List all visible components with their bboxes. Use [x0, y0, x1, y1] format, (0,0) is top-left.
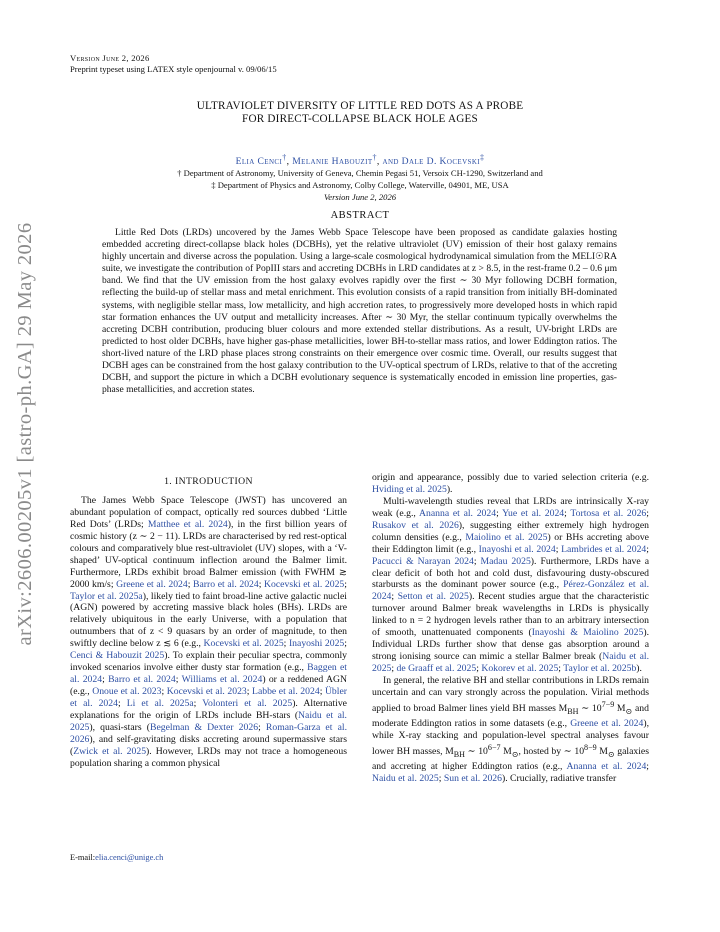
citation-link[interactable]: Labbe et al. 2024	[252, 686, 320, 697]
right-column	[372, 472, 649, 785]
citation-link[interactable]: Hviding et al. 2025	[372, 483, 447, 495]
intro-paragraph-3: In general, the relative BH and stellar contributions in LRDs remain uncertain and can vary strongly across the population. Virial methods applied to broad Balmer lines yield BH masses $M_{BH}$ ∼ $10^{7-9}$ $M_⊙$ and moderate Eddington ratios in some datasets (e.g., Greene et al. 2024), while X-ray stacking and population-level spectral analyses favour lower BH masses, $M_{BH}$ ∼ $10^{6-7}$ $M_⊙$, hosted by ∼ $10^{8-9}$ $M_⊙$ galaxies and accreting at higher Eddington ratios (e.g., Ananna et al. 2024; Naidu et al. 2025; Sun et al. 2026). Crucially, radiative transfer	[372, 674, 650, 784]
citation-link[interactable]: Yue et al. 2024	[502, 507, 565, 519]
affiliation-2: ‡ Department of Physics and Astronomy, Colby College, Waterville, 04901, ME, USA	[211, 180, 509, 190]
citation-link[interactable]: Lambrides et al. 2024	[561, 543, 647, 555]
citation-link[interactable]: Roman-Garza et al. 2026	[70, 721, 347, 745]
citation-link[interactable]: Li et al. 2025a	[126, 697, 194, 709]
version-line: Version June 2, 2026	[70, 53, 150, 63]
citation-link[interactable]: Cenci & Habouzit 2025	[70, 650, 165, 662]
intro-paragraph-1-continued: origin and appearance, possibly due to varied selection criteria (e.g. Hviding et al. 2025).	[372, 472, 649, 495]
citation-link[interactable]: Greene et al. 2024	[570, 717, 644, 729]
citation-link[interactable]: Naidu et al. 2025	[70, 709, 347, 733]
citation-link[interactable]: Onoue et al. 2023	[92, 686, 162, 697]
citation-link[interactable]: Tortosa et al. 2026	[570, 507, 647, 519]
citation-link[interactable]: Kocevski et al. 2023	[166, 686, 247, 697]
citation-link[interactable]: Taylor et al. 2025b	[563, 663, 637, 674]
citation-link[interactable]: Begelman & Dexter 2026	[150, 721, 259, 733]
citation-link[interactable]: Kocevski et al. 2025	[264, 578, 345, 590]
title-line-2: FOR DIRECT-COLLAPSE BLACK HOLE AGES	[242, 113, 478, 125]
citation-link[interactable]: Setton et al. 2025	[397, 591, 469, 603]
footnote-email	[70, 853, 163, 862]
arxiv-stamp: arXiv:2606.00205v1 [astro-ph.GA] 29 May 2026	[14, 222, 36, 646]
author-2[interactable]: Melanie Habouzit	[292, 156, 373, 168]
citation-link[interactable]: Inayoshi 2025	[288, 638, 345, 650]
citation-link[interactable]: Übler et al. 2024	[70, 686, 347, 709]
email-label: E-mail:	[70, 853, 96, 862]
citation-link[interactable]: Inayoshi & Maiolino 2025	[531, 627, 644, 639]
title-line-1: ULTRAVIOLET DIVERSITY OF LITTLE RED DOTS AS A PROBE	[196, 100, 524, 112]
abstract-body	[102, 227, 617, 396]
email-link[interactable]: elia.cenci@unige.ch	[95, 853, 164, 862]
author-list: Elia Cenci†, Melanie Habouzit†, and Dale D. Kocevski‡	[235, 153, 485, 168]
citation-link[interactable]: Inayoshi et al. 2024	[478, 543, 556, 555]
author-1[interactable]: Elia Cenci	[235, 156, 283, 168]
citation-link[interactable]: Ananna et al. 2024	[419, 507, 497, 519]
affiliation-1: † Department of Astronomy, University of Geneva, Chemin Pegasi 51, Versoix CH-1290, Switzerland and	[177, 168, 543, 178]
citation-link[interactable]: Taylor et al. 2025a	[70, 590, 143, 602]
citation-link[interactable]: Zwick et al. 2025	[73, 745, 147, 757]
citation-link[interactable]: Barro et al. 2024	[193, 578, 259, 590]
left-column	[70, 495, 347, 770]
citation-link[interactable]: Volonteri et al. 2025	[202, 697, 293, 709]
citation-link[interactable]: Naidu et al. 2025	[372, 772, 439, 784]
citation-link[interactable]: Pérez-González et al. 2024	[372, 579, 650, 603]
intro-paragraph-2: Multi-wavelength studies reveal that LRDs are intrinsically X-ray weak (e.g., Ananna et al. 2024; Yue et al. 2024; Tortosa et al. 2026; Rusakov et al. 2026), suggesting either extremely high hydrogen column densities (e.g., Maiolino et al. 2025) or BHs accreting above their Eddington limit (e.g., Inayoshi et al. 2024; Lambrides et al. 2024; Pacucci & Narayan 2024; Madau 2025). Furthermore, LRDs have a clear deficit of both hot and cold dust, disfavouring dusty-obscured starbursts as the dominant power source (e.g., Pérez-González et al. 2024; Setton et al. 2025). Recent studies argue that the characteristic turnover around Balmer break wavelengths in LRDs is physically linked to n = 2 hydrogen levels rather than to an arbitrary intersection of smooth, unattenuated components (Inayoshi & Maiolino 2025). Individual LRDs further show that dense gas absorption around a strong ionising source can mimic a stellar Balmer break (Naidu et al. 2025; de Graaff et al. 2025; Kokorev et al. 2025; Taylor et al. 2025b).	[372, 495, 650, 674]
citation-link[interactable]: Barro et al. 2024	[108, 674, 176, 686]
section-heading-introduction: 1. INTRODUCTION	[164, 476, 253, 487]
abstract-heading: ABSTRACT	[330, 210, 390, 221]
author-3[interactable]: and Dale D. Kocevski	[382, 156, 481, 168]
citation-link[interactable]: Maiolino et al. 2025	[465, 531, 548, 543]
abstract-text: Little Red Dots (LRDs) uncovered by the James Webb Space Telescope have been proposed as candidate galaxies hosting embedded accreting direct-collapse black holes (DCBHs), yet the relative ultraviolet (UV) emission of their host galaxy remains highly uncertain and diverse across the population. Using a large-scale cosmological hydrodynamical simulation from the MELI☉RA suite, we investigate the contribution of PopIII stars and accreting DCBHs in LRD candidates at z > 8.5, in the rest-frame 0.2 – 0.6 μm band. We find that the UV emission from the host galaxy evolves rapidly over the first ∼ 30 Myr following DCBH formation, reflecting the build-up of stellar mass and metal enrichment. This evolution consists of a rapid transition from initially BH-dominated systems, with negligible stellar mass, low metallicity, and high accretion rates, to progressively more developed hosts in which rapid star formation enhances the UV output and metallicity increases. After ∼ 30 Myr, the stellar continuum typically overwhelms the accreting DCBH contribution, producing bluer colours and more extended stellar distributions. As a result, UV-bright LRDs are predicted to host older DCBHs, have higher gas-phase metallicities, lower BH-to-stellar mass ratios, and lower Eddington ratios. The short-lived nature of the LRD phase places strong constraints on their emergence over cosmic time. Overall, our results suggest that DCBH ages can be constrained from the host galaxy contribution to the UV-optical spectrum of LRDs, relative to that of the accreting DCBH, and support the picture in which a DCBH evolutionary sequence is systematically encoded in emission line properties, gas-phase metallicities, and accretion states.	[102, 227, 617, 396]
page-header	[70, 53, 277, 75]
citation-link[interactable]: Ananna et al. 2024	[566, 760, 647, 772]
preprint-line: Preprint typeset using LATEX style openjournal v. 09/06/15	[70, 64, 277, 74]
citation-link[interactable]: Baggen et al. 2024	[70, 662, 347, 686]
citation-link[interactable]: Kokorev et al. 2025	[481, 663, 559, 674]
citation-link[interactable]: Greene et al. 2024	[116, 578, 188, 590]
citation-link[interactable]: Sun et al. 2026	[443, 772, 502, 784]
citation-link[interactable]: Matthee et al. 2024	[147, 518, 228, 530]
citation-link[interactable]: Naidu et al. 2025	[372, 651, 649, 674]
affiliation-date: Version June 2, 2026	[323, 192, 397, 202]
citation-link[interactable]: de Graaff et al. 2025	[396, 663, 477, 674]
citation-link[interactable]: Williams et al. 2024	[181, 674, 263, 686]
citation-link[interactable]: Rusakov et al. 2026	[372, 519, 459, 531]
citation-link[interactable]: Kocevski et al. 2025	[203, 638, 284, 650]
paper-title	[70, 100, 650, 126]
citation-link[interactable]: Madau 2025	[480, 555, 531, 567]
citation-link[interactable]: Pacucci & Narayan 2024	[372, 555, 474, 567]
intro-paragraph-1: The James Webb Space Telescope (JWST) has uncovered an abundant population of compact, optically red sources dubbed ‘Little Red Dots’ (LRDs; Matthee et al. 2024), in the first billion years of cosmic history (z ∼ 2 − 11). LRDs are characterised by red rest-optical colours and comparatively blue rest-ultraviolet (UV) slopes, with a ‘V-shaped’ UV-optical continuum inflection around the Balmer limit. Furthermore, LRDs exhibit broad Balmer emission (with FWHM ≳ 2000 km/s; Greene et al. 2024; Barro et al. 2024; Kocevski et al. 2025; Taylor et al. 2025a), likely tied to faint broad-line active galactic nuclei (AGN) powered by accreting massive black holes (BHs). LRDs are relatively ubiquitous in the early Universe, with a population that outnumbers that of z < 9 quasars by an order of magnitude, to then swiftly decline below z ≲ 6 (e.g., Kocevski et al. 2025; Inayoshi 2025; Cenci & Habouzit 2025). To explain their peculiar spectra, commonly invoked scenarios involve either dusty star formation (e.g., Baggen et al. 2024; Barro et al. 2024; Williams et al. 2024) or a reddened AGN (e.g., Onoue et al. 2023; Kocevski et al. 2023; Labbe et al. 2024; Übler et al. 2024; Li et al. 2025a; Volonteri et al. 2025). Alternative explanations for the origin of LRDs include BH-stars (Naidu et al. 2025), quasi-stars (Begelman & Dexter 2026; Roman-Garza et al. 2026), and self-gravitating disks accreting around supermassive stars (Zwick et al. 2025). However, LRDs may not trace a homogeneous population sharing a common physical	[70, 495, 347, 769]
